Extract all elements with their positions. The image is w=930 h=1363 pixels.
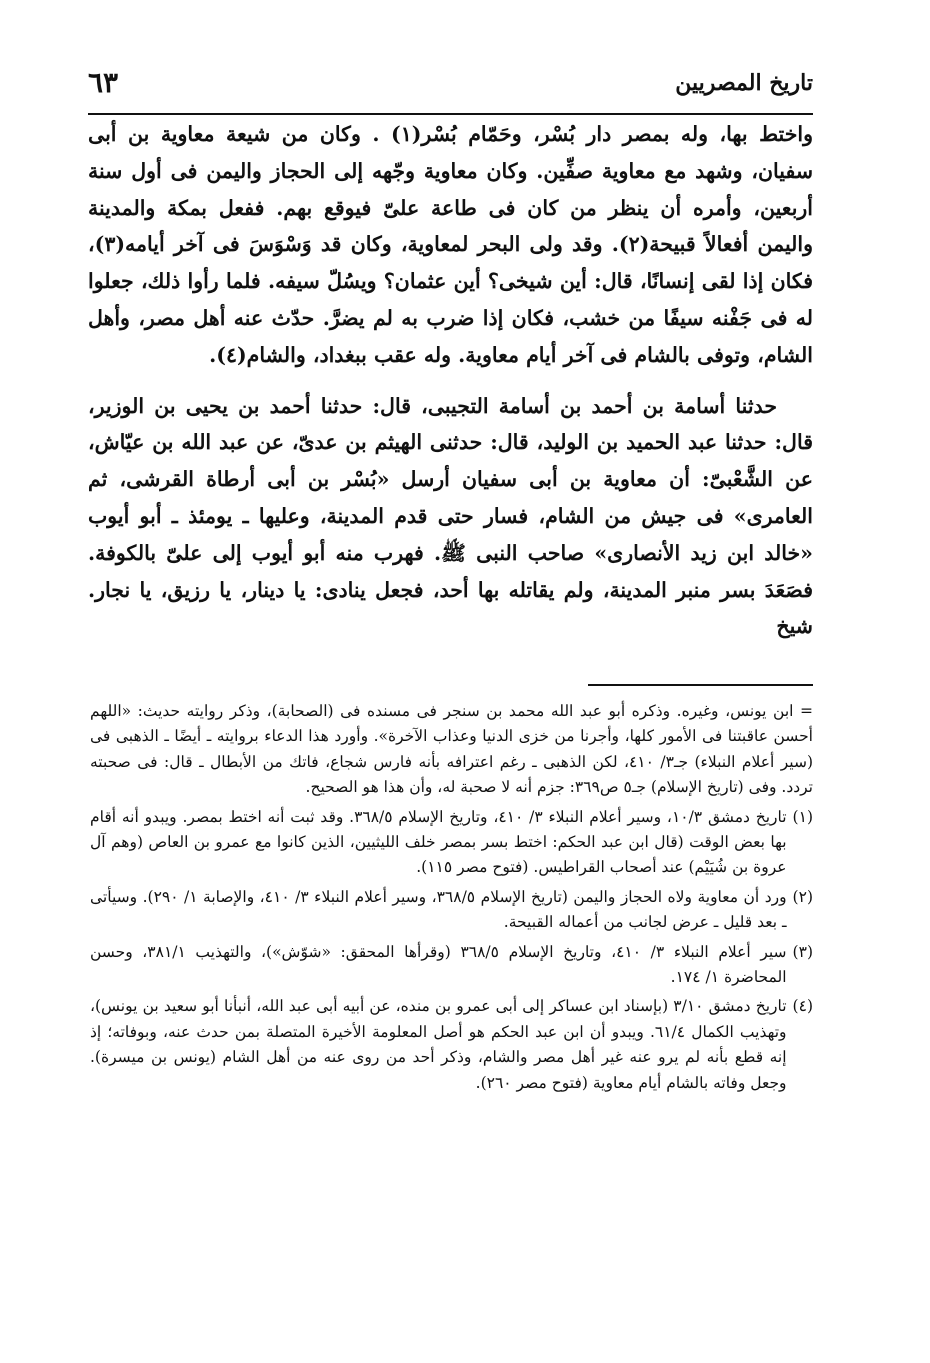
footnote-marker: (١) [792, 807, 813, 826]
footnote-text: ورد أن معاوية ولاه الحجاز واليمن (تاريخ الإسلام ٣٦٨/٥، وسير أعلام النبلاء ٣/ ٤١٠، والإصابة ١/ ٢٩٠). وسيأتى ـ بعد قليل ـ عرض لجانب من أعماله القبيحة. [90, 887, 787, 932]
footnote-separator [588, 684, 813, 686]
footnote-3 [90, 940, 813, 991]
footnote-text: تاريخ دمشق ٣/١٠ (بإسناد ابن عساكر إلى أبى عمرو بن منده، عن أبيه أبى عبد الله، أنبأنا أبو سعيد بن يونس)، وتهذيب الكمال ٦١/٤. ويبدو أن ابن عبد الحكم هو أصل المعلومة الأخيرة المتصلة بمن حدث عنه، وبوفاته؛ إذ إنه قطع بأنه لم يرو عنه غير أهل مصر والشام، وذكر أحد من روى عنه من أهل الشام (يونس بن ميسرة). وجعل وفاته بالشام أيام معاوية (فتوح مصر ٢٦٠). [90, 997, 787, 1092]
main-text [88, 116, 813, 645]
footnote-text: = ابن يونس، وغيره. وذكره أبو عبد الله محمد بن سنجر فى مسنده فى (الصحابة)، وذكر روايته حديث: «اللهم أحسن عاقبتنا فى الأمور كلها، وأجرنا من خزى الدنيا وعذاب الآخرة». وأورد هذا الدعاء بروايته ـ أيضًا ـ الذهبى فى (سير أعلام النبلاء) جـ٣/ ٤١٠، لكن الذهبى ـ رغم اعترافه بأنه فارس شجاع، فاتك من الأبطال ـ قال: فى صحبته تردد. وفى (تاريخ الإسلام) جـ٥ ص٣٦٩: جزم أنه لا صحبة له، وأن هذا هو الصحيح. [90, 702, 813, 797]
footnote-continuation [90, 699, 813, 801]
footnote-text: تاريخ دمشق ١٠/٣، وسير أعلام النبلاء ٣/ ٤١٠، وتاريخ الإسلام ٣٦٨/٥. وقد ثبت أنه اختط بمصر. ويبدو أنه أقام بها بعض الوقت (قال ابن عبد الحكم: اختط بسر بمصر خلف الليثيين، الذين كانوا مع عمرو بن العاص (وهم آل عروة بن شُيَيْم) عند أصحاب القراطيس. (فتوح مصر ١١٥). [90, 807, 787, 877]
footnote-4 [90, 994, 813, 1096]
paragraph: واختط بها، وله بمصر دار بُسْر، وحَمّام بُسْر(١) . وكان من شيعة معاوية بن أبى سفيان، وشهد مع معاوية صفِّين. وكان معاوية وجّهه إلى الحجاز واليمن فى أول سنة أربعين، وأمره أن ينظر من كان فى طاعة علىّ فيوقع بهم. ففعل بمكة والمدينة واليمن أفعالاً قبيحة(٢). وقد ولى البحر لمعاوية، وكان قد وَسْوَسَ فى آخر أيامه(٣)، فكان إذا لقى إنسانًا، قال: أين شيخى؟ أين عثمان؟ ويسُلّ سيفه. فلما رأوا ذلك، جعلوا له فى جَفْنه سيفًا من خشب، فكان إذا ضرب به لم يضرَّ. حدّث عنه أهل مصر، وأهل الشام، وتوفى بالشام فى آخر أيام معاوية. وله عقب ببغداد، والشام(٤). [88, 122, 813, 367]
footnote-marker: (٣) [792, 942, 813, 961]
footnote-2 [90, 885, 813, 936]
footnotes [90, 699, 813, 1100]
footnote-marker: (٤) [792, 997, 813, 1016]
footnote-1 [90, 805, 813, 881]
footnote-marker: (٢) [792, 887, 813, 906]
page-number: ٦٣ [88, 66, 119, 99]
running-title: تاريخ المصريين [675, 70, 813, 96]
paragraph: حدثنا أسامة بن أحمد بن أسامة التجيبى، قال: حدثنا أحمد بن يحيى بن الوزير، قال: حدثنا عبد الحميد بن الوليد، قال: حدثنى الهيثم بن عدىّ، عن عبد الله بن عيّاش، عن الشَّعْبىّ: أن معاوية بن أبى سفيان أرسل «بُسْر بن أبى أرطاة القرشى، ثم العامرى» فى جيش من الشام، فسار حتى قدم المدينة، وعليها ـ يومئذ ـ أبو أيوب «خالد ابن زيد الأنصارى» صاحب النبى ﷺ. فهرب منه أبو أيوب إلى علىّ بالكوفة. فصَعَدَ بسر منبر المدينة، ولم يقاتله بها أحد، فجعل ينادى: يا دينار، يا رزيق، يا نجار. شيخ [88, 393, 813, 639]
header-rule [88, 113, 813, 115]
page-header [88, 66, 813, 106]
footnote-text: سير أعلام النبلاء ٣/ ٤١٠، وتاريخ الإسلام ٣٦٨/٥ (وقرأها المحقق: «شوّش»)، والتهذيب ٣٨١/١، وحسن المحاضرة ١/ ١٧٤. [90, 942, 787, 987]
